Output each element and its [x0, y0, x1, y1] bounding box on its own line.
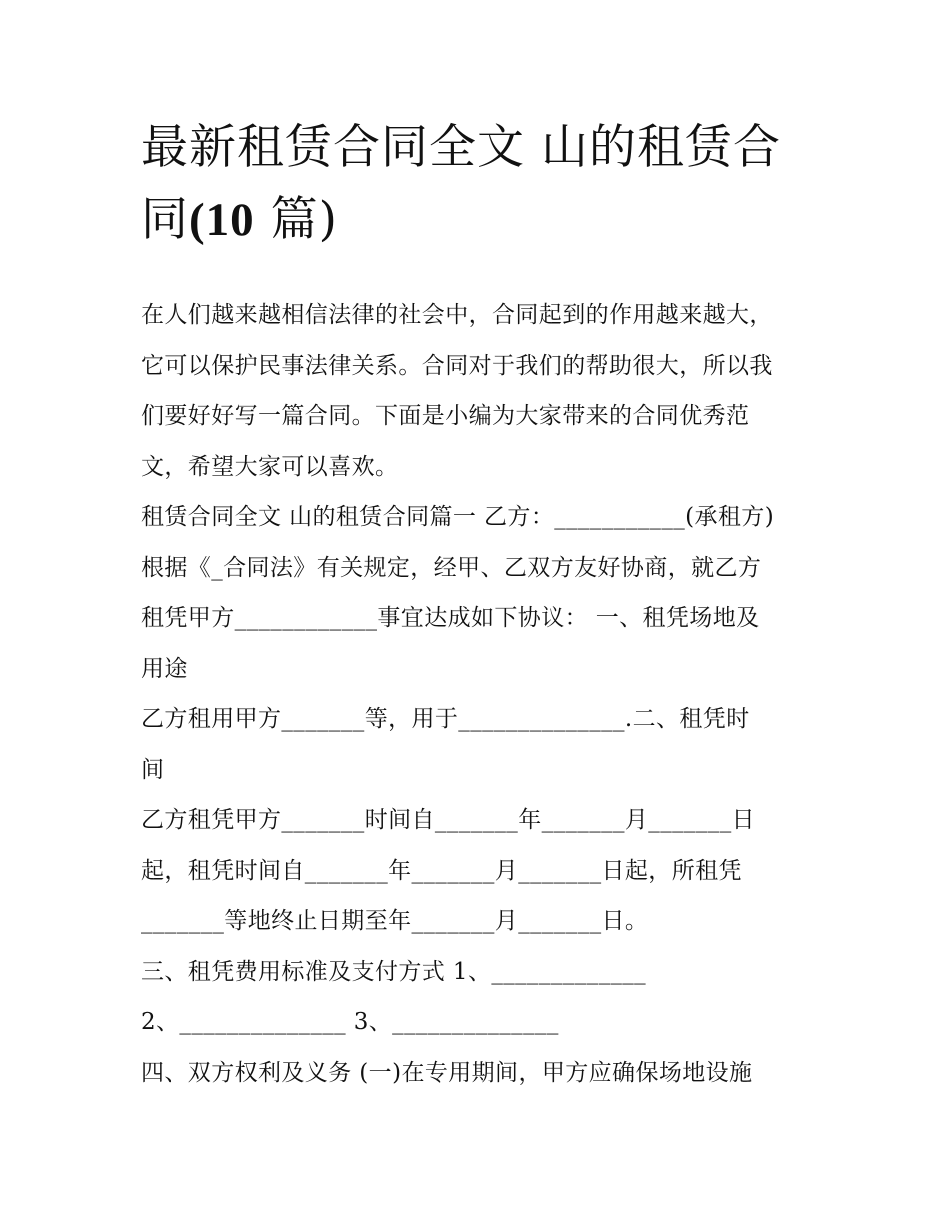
contract-line: 三、租凭费用标准及支付方式 1、_____________ [141, 958, 647, 985]
intro-line: 在人们越来越相信法律的社会中，合同起到的作用越来越大， [141, 302, 773, 328]
document-title [141, 112, 816, 256]
title-line-2-post: 篇) [254, 192, 338, 247]
document-body [141, 290, 816, 1098]
title-line-1: 最新租赁合同全文 山的租赁合 [141, 120, 781, 175]
intro-line: 们要好好写一篇合同。下面是小编为大家带来的合同优秀范 [141, 403, 750, 429]
contract-line: 间 [141, 756, 165, 783]
contract-line: 租赁合同全文 山的租赁合同篇一 乙方：___________(承租方) [141, 504, 775, 530]
contract-line: 用途 [141, 655, 188, 682]
contract-line: 四、双方权利及义务 (一)在专用期间，甲方应确保场地设施 [141, 1059, 753, 1086]
document-page [141, 112, 816, 1098]
contract-line: 乙方租用甲方_______等，用于______________.二、租凭时 [141, 706, 750, 732]
title-line-2-pre: 同 [141, 192, 189, 247]
contract-line: 租凭甲方____________事宜达成如下协议： 一、租凭场地及 [141, 605, 760, 631]
contract-line: 乙方租凭甲方_______时间自_______年_______月_______日 [141, 807, 755, 833]
intro-line: 它可以保护民事法律关系。合同对于我们的帮助很大，所以我 [141, 352, 773, 379]
intro-line: 文，希望大家可以喜欢。 [141, 453, 399, 480]
title-count: (10 [189, 194, 255, 246]
contract-line: 2、______________ 3、______________ [141, 1009, 559, 1035]
contract-line: 根据《_合同法》有关规定，经甲、乙双方友好协商，就乙方 [141, 554, 762, 581]
contract-line: _______等地终止日期至年_______月_______日。 [141, 908, 649, 934]
contract-line: 起，租凭时间自_______年_______月_______日起，所租凭 [141, 857, 742, 884]
